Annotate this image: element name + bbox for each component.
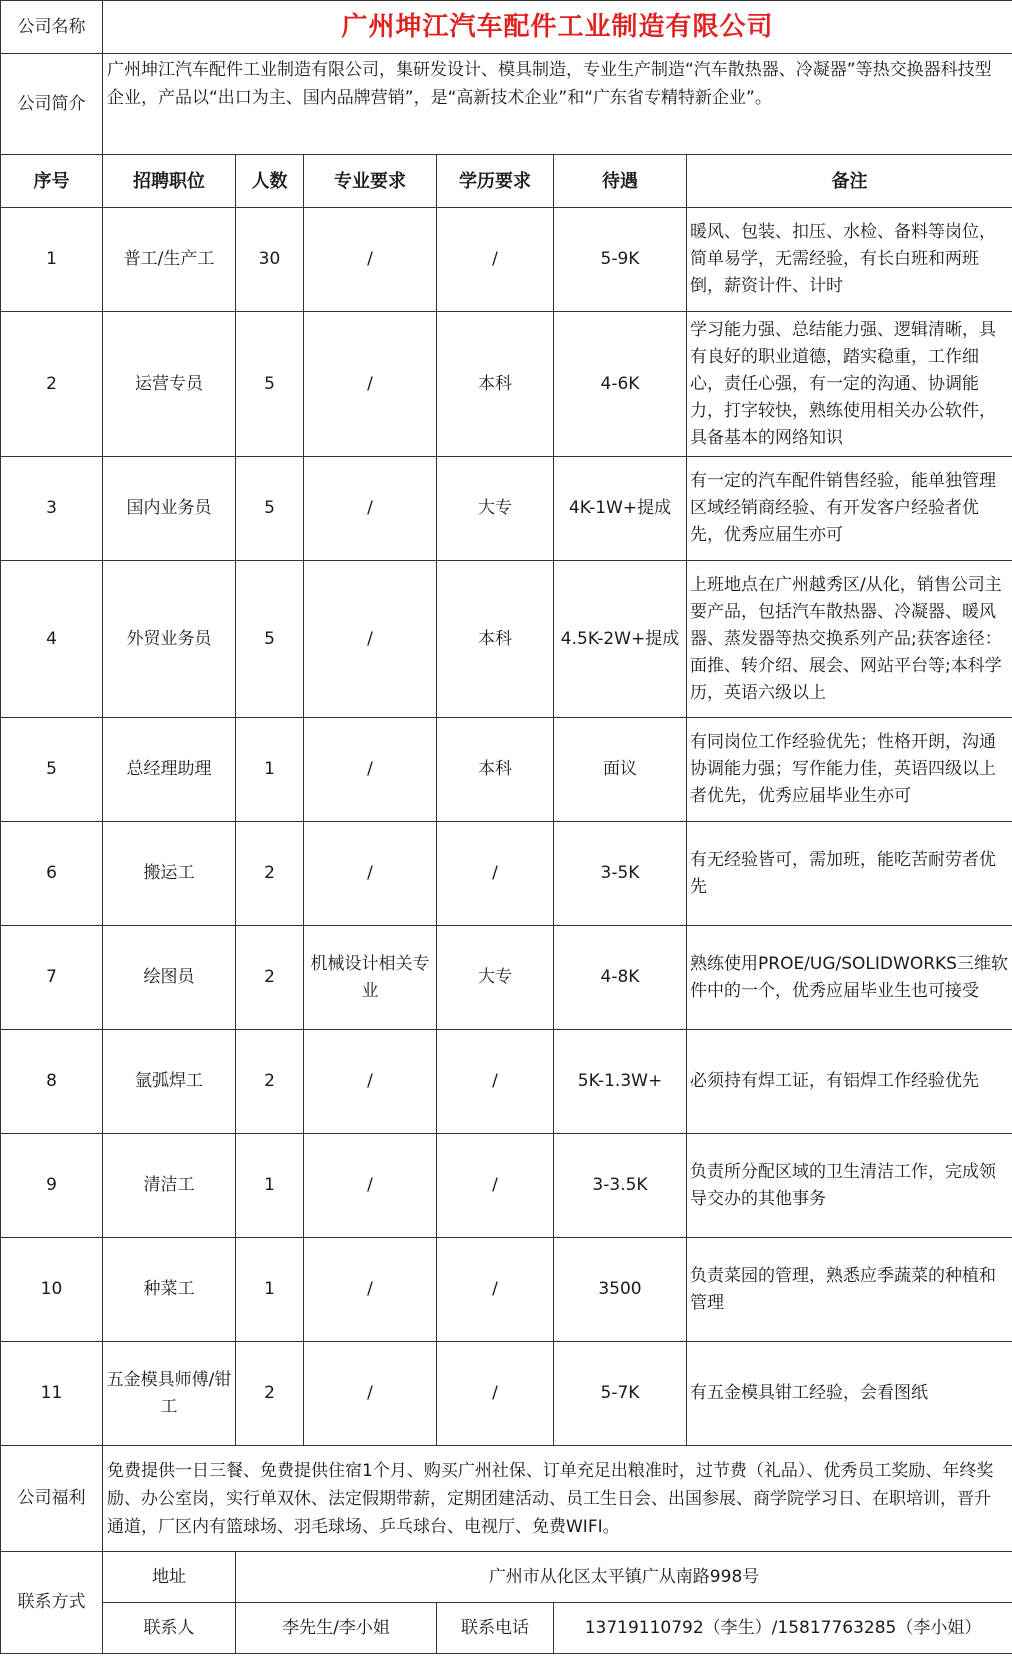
row-no: 1 [1,208,103,312]
row-education: 本科 [437,312,554,457]
row-count: 2 [236,1030,304,1134]
person-value: 李先生/李小姐 [236,1603,437,1654]
row-education: 本科 [437,561,554,718]
row-major: / [304,1030,437,1134]
welfare-row [1,1446,1012,1552]
row-note-text: 必须持有焊工证，有铝焊工作经验优先 [690,1071,979,1091]
row-salary: 4K-1W+提成 [554,457,687,561]
row-salary: 3-3.5K [554,1134,687,1238]
row-note [687,926,1012,1030]
company-name-label: 公司名称 [1,1,103,54]
row-position: 五金模具师傅/钳工 [103,1342,236,1446]
row-salary: 4-8K [554,926,687,1030]
company-intro-text: 广州坤江汽车配件工业制造有限公司，集研发设计、模具制造，专业生产制造“汽车散热器、冷凝器”等热交换器科技型企业，产品以“出口为主、国内品牌营销”，是“高新技术企业”和“广东省专精特新企业”。 [103,54,1012,155]
row-education: / [437,822,554,926]
address-label: 地址 [103,1552,236,1603]
row-salary: 4.5K-2W+提成 [554,561,687,718]
row-major: / [304,718,437,822]
row-no: 3 [1,457,103,561]
row-education: 大专 [437,457,554,561]
row-note-text: 熟练使用PROE/UG/SOLIDWORKS三维软件中的一个，优秀应届毕业生也可接受 [690,953,1008,1001]
address-value: 广州市从化区太平镇广从南路998号 [236,1552,1012,1603]
row-note [687,1030,1012,1134]
row-major: 机械设计相关专业 [304,926,437,1030]
row-count: 1 [236,1134,304,1238]
row-note [687,822,1012,926]
phone-label: 联系电话 [437,1603,554,1654]
row-major: / [304,1238,437,1342]
row-salary: 4-6K [554,312,687,457]
row-note [687,561,1012,718]
row-no: 11 [1,1342,103,1446]
row-position: 外贸业务员 [103,561,236,718]
row-education: / [437,1342,554,1446]
phone-value: 13719110792（李生）/15817763285（李小姐） [554,1603,1012,1654]
row-note-text: 上班地点在广州越秀区/从化，销售公司主要产品，包括汽车散热器、冷凝器、暖风器、蒸发器等热交换系列产品;获客途径：面推、转介绍、展会、网站平台等;本科学历，英语六级以上 [690,574,1002,703]
welfare-text: 免费提供一日三餐、免费提供住宿1个月、购买广州社保、订单充足出粮准时，过节费（礼品）、优秀员工奖励、年终奖励、办公室岗，实行单双休、法定假期带薪，定期团建活动、员工生日会、出国参展、商学院学习日、在职培训，晋升通道，厂区内有篮球场、羽毛球场、乒乓球台、电视厅、免费WIFI。 [103,1446,1012,1552]
row-salary: 5-7K [554,1342,687,1446]
row-no: 8 [1,1030,103,1134]
header-no: 序号 [1,155,103,208]
row-no: 4 [1,561,103,718]
table-row [1,561,1012,718]
row-major: / [304,312,437,457]
row-education: / [437,1238,554,1342]
row-position: 氩弧焊工 [103,1030,236,1134]
row-count: 2 [236,1342,304,1446]
row-salary: 5K-1.3W+ [554,1030,687,1134]
header-salary: 待遇 [554,155,687,208]
row-major: / [304,561,437,718]
row-note [687,457,1012,561]
table-row [1,718,1012,822]
contact-label: 联系方式 [1,1552,103,1654]
row-no: 2 [1,312,103,457]
row-major: / [304,1134,437,1238]
row-salary: 3-5K [554,822,687,926]
row-no: 7 [1,926,103,1030]
header-note: 备注 [687,155,1012,208]
row-position: 搬运工 [103,822,236,926]
row-salary: 5-9K [554,208,687,312]
row-count: 5 [236,561,304,718]
contact-address-row [1,1552,1012,1603]
table-row [1,1238,1012,1342]
row-note-text: 有五金模具钳工经验，会看图纸 [690,1383,928,1403]
table-row [1,926,1012,1030]
row-no: 10 [1,1238,103,1342]
row-position: 国内业务员 [103,457,236,561]
row-education: / [437,1030,554,1134]
row-major: / [304,822,437,926]
row-count: 5 [236,457,304,561]
row-note-text: 暖风、包装、扣压、水检、备料等岗位，简单易学，无需经验，有长白班和两班倒，薪资计件、计时 [690,222,996,296]
row-note [687,718,1012,822]
row-no: 6 [1,822,103,926]
row-count: 30 [236,208,304,312]
row-count: 1 [236,718,304,822]
row-count: 1 [236,1238,304,1342]
table-row [1,312,1012,457]
row-education: 大专 [437,926,554,1030]
row-note [687,1134,1012,1238]
row-major: / [304,457,437,561]
header-count: 人数 [236,155,304,208]
table-row [1,457,1012,561]
table-row [1,1030,1012,1134]
row-note [687,312,1012,457]
job-rows [1,208,1012,1446]
row-education: 本科 [437,718,554,822]
table-row [1,1134,1012,1238]
row-no: 9 [1,1134,103,1238]
table-row [1,1342,1012,1446]
row-note-text: 负责所分配区域的卫生清洁工作，完成领导交办的其他事务 [690,1161,996,1209]
row-salary: 面议 [554,718,687,822]
row-position: 运营专员 [103,312,236,457]
row-note [687,1238,1012,1342]
company-intro-row [1,54,1012,155]
company-name-title: 广州坤江汽车配件工业制造有限公司 [103,1,1012,54]
row-note-text: 负责菜园的管理，熟悉应季蔬菜的种植和管理 [690,1265,996,1313]
row-note [687,1342,1012,1446]
person-label: 联系人 [103,1603,236,1654]
row-note-text: 有一定的汽车配件销售经验，能单独管理区域经销商经验、有开发客户经验者优先，优秀应届生亦可 [690,471,996,545]
table-header-row [1,155,1012,208]
row-education: / [437,1134,554,1238]
row-note-text: 有同岗位工作经验优先；性格开朗，沟通协调能力强；写作能力佳，英语四级以上者优先，优秀应届毕业生亦可 [690,732,996,806]
table-row [1,208,1012,312]
header-education: 学历要求 [437,155,554,208]
row-note-text: 有无经验皆可，需加班，能吃苦耐劳者优先 [690,849,996,897]
row-position: 种菜工 [103,1238,236,1342]
header-position: 招聘职位 [103,155,236,208]
row-count: 2 [236,926,304,1030]
header-major: 专业要求 [304,155,437,208]
company-intro-label: 公司简介 [1,54,103,155]
row-count: 5 [236,312,304,457]
row-count: 2 [236,822,304,926]
row-salary: 3500 [554,1238,687,1342]
company-name-row [1,1,1012,54]
row-major: / [304,1342,437,1446]
table-row [1,822,1012,926]
row-no: 5 [1,718,103,822]
row-position: 绘图员 [103,926,236,1030]
row-position: 总经理助理 [103,718,236,822]
row-major: / [304,208,437,312]
row-education: / [437,208,554,312]
row-note [687,208,1012,312]
contact-person-row [1,1603,1012,1654]
welfare-label: 公司福利 [1,1446,103,1552]
row-position: 清洁工 [103,1134,236,1238]
row-position: 普工/生产工 [103,208,236,312]
row-note-text: 学习能力强、总结能力强、逻辑清晰，具有良好的职业道德，踏实稳重，工作细心，责任心强，有一定的沟通、协调能力，打字较快，熟练使用相关办公软件，具备基本的网络知识 [690,319,996,448]
